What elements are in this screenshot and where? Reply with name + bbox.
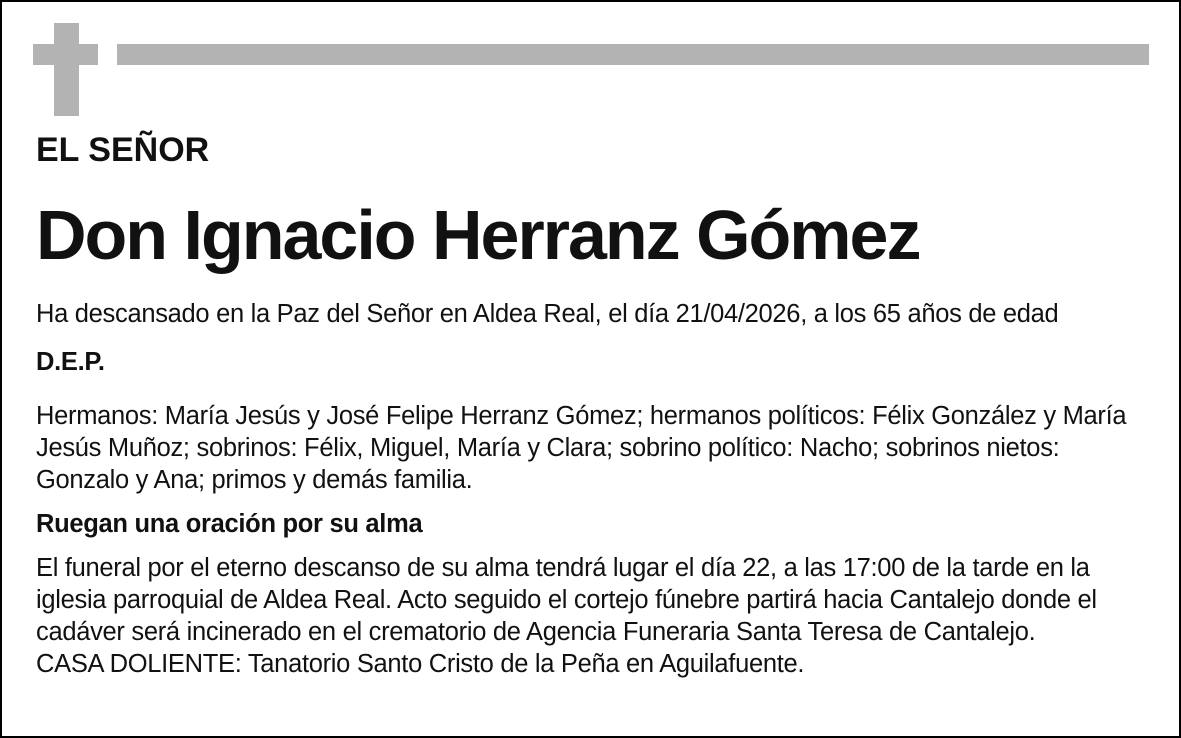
funeral-paragraph: El funeral por el eterno descanso de su alma tendrá lugar el día 22, a las 17:00 de la tarde en la iglesia parroquial de Aldea Real. Acto seguido el cortejo fúnebre partirá hacia Cantalejo donde el cadáver será incinerado en el crematorio de Agencia Funeraria Santa Teresa de Cantalejo. <box>36 554 1097 646</box>
notice-content <box>2 2 1179 680</box>
casa-doliente-line: CASA DOLIENTE: Tanatorio Santo Cristo de la Peña en Aguilafuente. <box>36 650 805 678</box>
honorific-label: EL SEÑOR <box>36 131 210 169</box>
prayer-line: Ruegan una oración por su alma <box>36 510 423 538</box>
family-paragraph: Hermanos: María Jesús y José Felipe Herranz Gómez; hermanos políticos: Félix González y María Jesús Muñoz; sobrinos: Félix, Miguel, María y Clara; sobrino político: Nacho; sobrinos nietos: Gonzalo y Ana; primos y demás familia. <box>36 402 1127 494</box>
deceased-name: Don Ignacio Herranz Gómez <box>36 196 920 274</box>
death-announcement: Ha descansado en la Paz del Señor en Aldea Real, el día 21/04/2026, a los 65 años de edad <box>36 300 1059 328</box>
dep-abbreviation: D.E.P. <box>36 348 105 376</box>
